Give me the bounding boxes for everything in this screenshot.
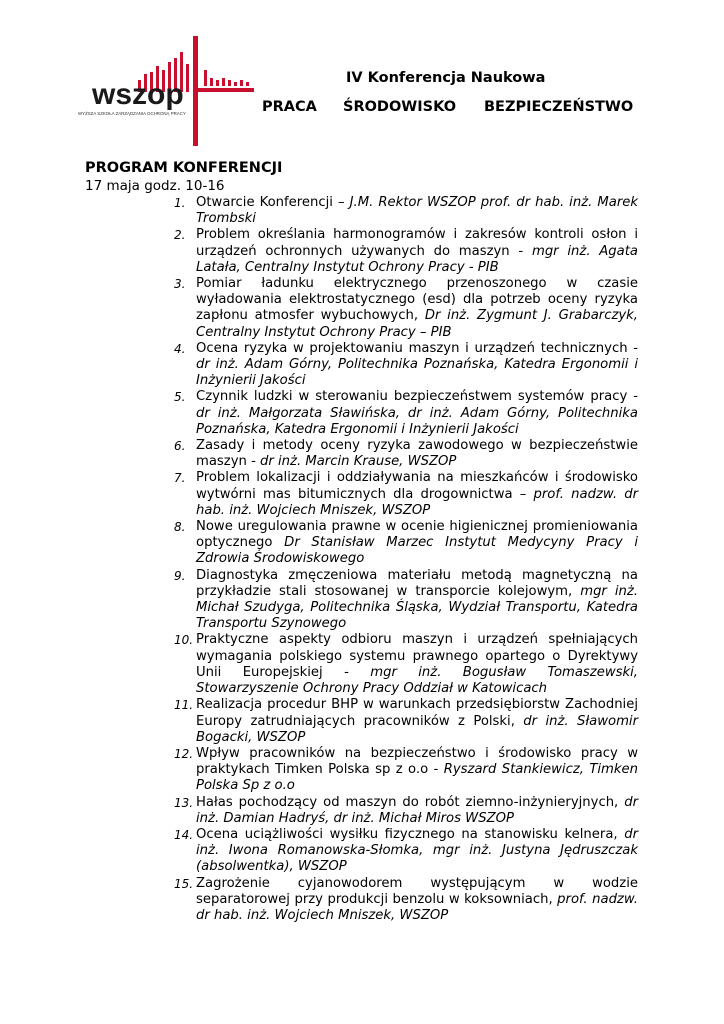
item-number: 1. — [174, 196, 186, 210]
item-title: Praktyczne aspekty odbioru maszyn i urządzeń spełniających wymagania polskiego systemu prawnego opartego o Dyrektywy Unii Europejskiej - — [196, 632, 638, 680]
item-author: Ryszard Stankiewicz, Timken Polska Sp z o.o — [196, 762, 639, 794]
program-item — [170, 795, 638, 827]
program-item — [170, 519, 638, 568]
item-author: dr inż. Sławomir Bogacki, WSZOP — [196, 713, 638, 745]
item-number: 15. — [174, 876, 194, 891]
item-author: dr inż. Marcin Krause, WSZOP — [260, 454, 457, 470]
item-author: Dr Stanisław Marzec Instytut Medycyny Pracy i Zdrowia Środowiskowego — [196, 535, 638, 567]
item-title: Wpływ pracowników na bezpieczeństwo i środowisko pracy w praktykach Timken Polska sp z o.o - — [196, 745, 638, 778]
item-title: Otwarcie Konferencji – — [196, 195, 350, 210]
item-author: dr inż. Iwona Romanowska-Słomka, mgr inż. Justyna Jędruszczak (absolwentka), WSZOP — [196, 826, 638, 875]
program-item — [170, 389, 638, 438]
item-author: prof. nadzw. dr hab. inż. Wojciech Mniszek, WSZOP — [196, 891, 638, 923]
item-number: 4. — [174, 341, 186, 356]
item-number: 11. — [174, 698, 194, 713]
item-title: Realizacja procedur BHP w warunkach przedsiębiorstw Zachodniej Europy zatrudniających pracowników z Polski, — [196, 697, 638, 729]
item-title: Zasady i metody oceny ryzyka zawodowego w bezpieczeństwie maszyn - — [196, 438, 638, 470]
item-number: 3. — [174, 277, 186, 292]
item-number: 7. — [174, 471, 186, 486]
wszop-logo — [62, 22, 254, 154]
item-author: prof. nadzw. dr hab. inż. Wojciech Mniszek, WSZOP — [196, 486, 638, 518]
program-list — [170, 195, 638, 924]
program-item — [170, 227, 638, 276]
item-author: dr inż. Adam Górny, Politechnika Poznańska, Katedra Ergonomii i Inżynierii Jakości — [196, 357, 638, 389]
program-item — [170, 568, 638, 633]
program-item — [170, 276, 638, 341]
item-author: mgr inż. Agata Latała, Centralny Instytut Ochrony Pracy - PIB — [196, 243, 639, 275]
program-item — [170, 876, 638, 925]
program-item — [170, 470, 638, 519]
item-number: 9. — [174, 568, 186, 583]
logo-tagline: WYŻSZA SZKOŁA ZARZĄDZANIA OCHRONĄ PRACY — [78, 111, 186, 116]
program-item — [170, 195, 638, 227]
item-number: 10. — [174, 633, 194, 648]
subtitle-word: ŚRODOWISKO — [343, 99, 457, 115]
program-item — [170, 341, 638, 390]
program-item — [170, 746, 638, 795]
item-number: 13. — [174, 795, 194, 810]
logo-wordmark: wszop — [92, 78, 184, 111]
item-author: Dr inż. Zygmunt J. Grabarczyk, Centralny Instytut Ochrony Pracy – PIB — [196, 308, 639, 340]
item-number: 5. — [174, 390, 186, 405]
item-author: mgr inż. Bogusław Tomaszewski, Stowarzyszenie Ochrony Pracy Oddział w Katowicach — [196, 664, 638, 697]
item-number: 6. — [174, 439, 186, 454]
item-title: Nowe uregulowania prawne w ocenie higienicznej promieniowania optycznego — [196, 519, 638, 551]
item-title: Zagrożenie cyjanowodorem występującym w wodzie separatorowej przy produkcji benzolu w koksowniach, — [196, 875, 638, 907]
item-author: dr inż. Małgorzata Sławińska, dr inż. Adam Górny, Politechnika Poznańska, Katedra Ergonomii i Inżynierii Jakości — [196, 405, 638, 437]
item-title: Diagnostyka zmęczeniowa materiału metodą magnetyczną na przykładzie stali stosowanej w transporcie kolejowym, — [196, 567, 638, 599]
conference-title: IV Konferencja Naukowa — [346, 70, 546, 86]
program-item — [170, 827, 638, 876]
program-item — [170, 632, 638, 697]
item-title: Czynnik ludzki w sterowaniu bezpieczeństwem systemów pracy - — [196, 389, 638, 405]
item-number: 12. — [174, 746, 194, 761]
item-title: Hałas pochodzący od maszyn do robót ziemno-inżynieryjnych, — [196, 794, 625, 810]
item-title: Pomiar ładunku elektrycznego przenoszonego w czasie wyładowania elektrostatycznego (esd) dla potrzeb oceny ryzyka zapłonu atmosfer wybuchowych, — [196, 276, 638, 324]
item-number: 14. — [174, 827, 194, 842]
subtitle-word: PRACA — [262, 99, 317, 115]
item-number: 8. — [174, 520, 186, 535]
program-item — [170, 438, 638, 470]
item-author: mgr inż. Michał Szudyga, Politechnika Śląska, Wydział Transportu, Katedra Transportu Szynowego — [196, 583, 638, 632]
program-date: 17 maja godz. 10-16 — [85, 178, 225, 194]
item-title: Ocena ryzyka w projektowaniu maszyn i urządzeń technicznych - — [196, 340, 638, 356]
program-title: PROGRAM KONFERENCJI — [85, 160, 283, 176]
program-item — [170, 697, 638, 746]
item-author: dr inż. Damian Hadryś, dr inż. Michał Miros WSZOP — [196, 794, 638, 826]
subtitle-word: BEZPIECZEŃSTWO — [484, 99, 634, 115]
item-title: Ocena uciążliwości wysiłku fizycznego na stanowisku kelnera, — [196, 826, 625, 842]
item-title: Problem określania harmonogramów i zakresów kontroli osłon i urządzeń ochronnych używanych do maszyn - — [196, 227, 638, 259]
item-author: J.M. Rektor WSZOP prof. dr hab. inż. Marek Trombski — [196, 195, 638, 227]
item-title: Problem lokalizacji i oddziaływania na mieszkańców i środowisko wytwórni mas bitumicznych dla drogownictwa – — [196, 470, 638, 502]
item-number: 2. — [174, 228, 186, 243]
